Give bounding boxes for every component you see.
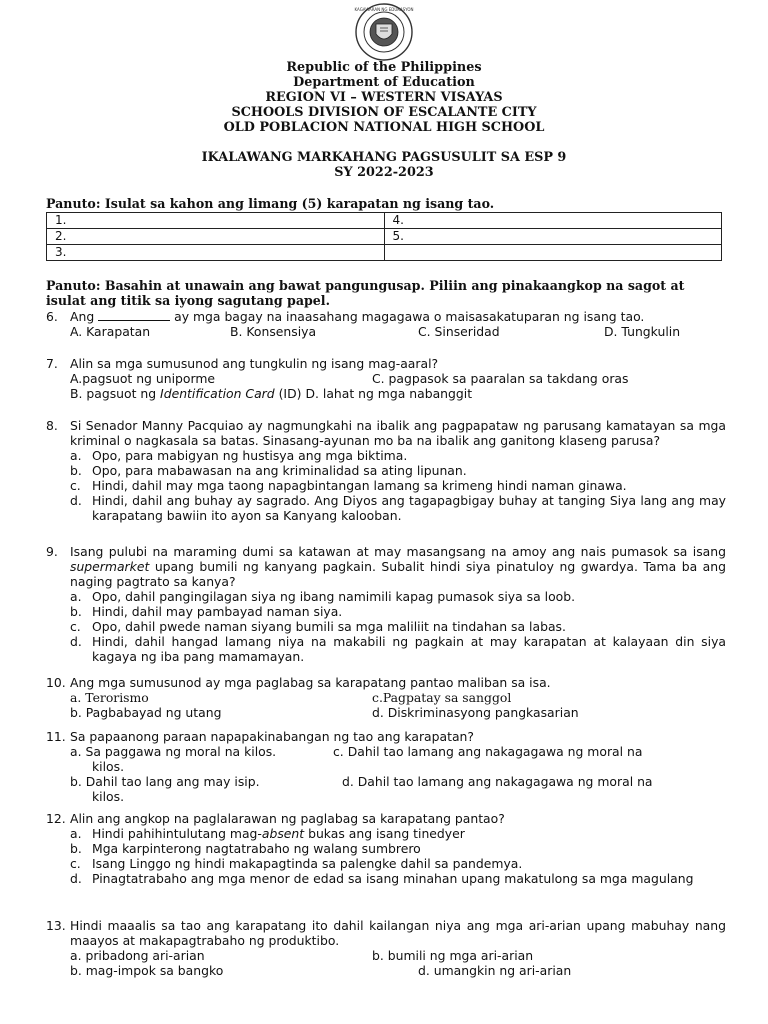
- option-c[interactable]: c. Dahil tao lamang ang nakagagawa ng moral na: [333, 744, 643, 759]
- question-7: [46, 356, 726, 401]
- option-text: (ID): [274, 386, 302, 401]
- stem-part: Isang pulubi na maraming dumi sa katawan at may masangsang na amoy ang nais pumasok sa isang: [70, 544, 726, 559]
- answer-cell-empty[interactable]: [384, 245, 722, 261]
- options-row: [70, 705, 726, 720]
- answer-cell-5[interactable]: 5.: [384, 229, 722, 245]
- options-row: [70, 744, 726, 759]
- option-c[interactable]: b. mag-impok sa bangko: [70, 963, 224, 978]
- option-b[interactable]: [70, 604, 726, 619]
- option-letter: b.: [70, 463, 82, 478]
- stem-part: upang bumili ng kanyang pagkain. Subalit hindi siya pinatuloy ng gwardya. Tama ba ang naging pagtrato sa kanya?: [70, 559, 726, 589]
- option-letter: c.: [70, 478, 81, 493]
- option-text-italic: absent: [261, 826, 305, 841]
- option-a-continuation: kilos.: [92, 759, 125, 774]
- deped-seal-logo: [348, 2, 420, 62]
- question-stem: [70, 309, 726, 324]
- question-13: [46, 918, 726, 978]
- question-11: [46, 729, 726, 804]
- option-d[interactable]: d. umangkin ng ari-arian: [418, 963, 572, 978]
- school-year: SY 2022-2023: [334, 165, 434, 180]
- header-line-department: Department of Education: [293, 75, 475, 90]
- options-row: [70, 371, 726, 386]
- option-letter: c.: [70, 856, 81, 871]
- question-9: [46, 544, 726, 664]
- question-stem: Hindi maaalis sa tao ang karapatang ito dahil kailangan niya ang mga ari-arian upang mabuhay nang maayos at makapagtrabaho ng produktibo.: [70, 918, 726, 948]
- option-letter: a.: [70, 448, 82, 463]
- option-text: Opo, para mabawasan na ang kriminalidad sa ating lipunan.: [92, 463, 467, 478]
- question-6: [46, 309, 726, 339]
- option-a[interactable]: A. Karapatan: [70, 324, 151, 339]
- option-text-italic: Identification Card: [160, 386, 275, 401]
- svg-text:KAGAWARAN NG EDUKASYON: KAGAWARAN NG EDUKASYON: [354, 7, 414, 12]
- option-a[interactable]: [70, 826, 726, 841]
- question-number: 6.: [46, 309, 58, 324]
- question-number: 13.: [46, 918, 66, 933]
- option-letter: d.: [70, 634, 82, 649]
- question-stem: [70, 544, 726, 589]
- exam-title: [0, 150, 768, 180]
- option-letter: a.: [70, 826, 82, 841]
- exam-title-line: IKALAWANG MARKAHANG PAGSUSULIT SA ESP 9: [201, 150, 567, 165]
- question-stem: Si Senador Manny Pacquiao ay nagmungkahi na ibalik ang pagpapataw ng parusang kamatayan sa mga kriminal o nagkasala sa batas. Sinasang-ayunan mo ba na ibalik ang ganitong klaseng parusa?: [70, 418, 726, 448]
- option-d[interactable]: [70, 871, 726, 886]
- fill-in-blank: [98, 309, 170, 321]
- option-text: Pinagtatrabaho ang mga menor de edad sa isang minahan upang makatulong sa mga magulang: [92, 871, 694, 886]
- question-number: 8.: [46, 418, 58, 433]
- option-b[interactable]: B. Konsensiya: [230, 324, 317, 339]
- option-letter: a.: [70, 589, 82, 604]
- options-row: [70, 324, 726, 339]
- question-12: [46, 811, 726, 886]
- option-letter: d.: [70, 871, 82, 886]
- option-letter: d.: [70, 493, 82, 508]
- question-stem: Sa papaanong paraan napapakinabangan ng tao ang karapatan?: [70, 729, 474, 744]
- question-number: 7.: [46, 356, 58, 371]
- rights-answer-table: [46, 212, 722, 261]
- option-text-part: Hindi pahihintulutang mag-: [92, 826, 262, 841]
- option-a[interactable]: A.pagsuot ng uniporme: [70, 371, 216, 386]
- option-d[interactable]: [70, 493, 726, 523]
- question-number: 10.: [46, 675, 66, 690]
- question-stem: Ang mga sumusunod ay mga paglabag sa karapatang pantao maliban sa isa.: [70, 675, 551, 690]
- option-text-part: bukas ang isang tinedyer: [304, 826, 465, 841]
- stem-italic: supermarket: [70, 559, 150, 574]
- header-line-division: SCHOOLS DIVISION OF ESCALANTE CITY: [231, 105, 537, 120]
- school-header: [0, 60, 768, 135]
- option-text: Opo, para mabigyan ng hustisya ang mga biktima.: [92, 448, 408, 463]
- stem-part: Ang: [70, 309, 95, 324]
- options-row: [70, 963, 726, 978]
- option-c[interactable]: c.Pagpatay sa sanggol: [372, 690, 512, 705]
- option-d[interactable]: d. Diskriminasyong pangkasarian: [372, 705, 579, 720]
- stem-part: ay mga bagay na inaasahang magagawa o maisasakatuparan ng isang tao.: [174, 309, 645, 324]
- option-text: Opo, dahil pangingilagan siya ng ibang namimili kapag pumasok siya sa loob.: [92, 589, 576, 604]
- option-b[interactable]: [70, 463, 726, 478]
- option-d[interactable]: d. Dahil tao lamang ang nakagagawa ng moral na: [342, 774, 653, 789]
- part1-instruction: Panuto: Isulat sa kahon ang limang (5) karapatan ng isang tao.: [46, 196, 495, 211]
- question-stem: Alin ang angkop na paglalarawan ng paglabag sa karapatang pantao?: [70, 811, 505, 826]
- option-text: [92, 826, 726, 841]
- option-c[interactable]: [70, 856, 726, 871]
- option-letter: b.: [70, 604, 82, 619]
- question-number: 9.: [46, 544, 58, 559]
- question-number: 11.: [46, 729, 66, 744]
- option-text: Hindi, dahil ang buhay ay sagrado. Ang Diyos ang tagapagbigay buhay at tanging Siya lang ang may karapatang bawiin ito ayon sa Kanyang kalooban.: [92, 493, 726, 523]
- option-text: B. pagsuot ng: [70, 386, 161, 401]
- option-a[interactable]: a. Terorismo: [70, 690, 149, 705]
- question-number: 12.: [46, 811, 66, 826]
- option-text: Isang Linggo ng hindi makapagtinda sa palengke dahil sa pandemya.: [92, 856, 523, 871]
- part2-instruction: Panuto: Basahin at unawain ang bawat pangungusap. Piliin ang pinakaangkop na sagot at isulat ang titik sa iyong sagutang papel.: [46, 278, 685, 308]
- option-c[interactable]: C. Sinseridad: [418, 324, 500, 339]
- option-a[interactable]: a. pribadong ari-arian: [70, 948, 205, 963]
- header-line-school: OLD POBLACION NATIONAL HIGH SCHOOL: [223, 120, 545, 135]
- option-text: Mga karpinterong nagtatrabaho ng walang sumbrero: [92, 841, 421, 856]
- option-b[interactable]: b. bumili ng mga ari-arian: [372, 948, 534, 963]
- header-line-country: Republic of the Philippines: [286, 60, 482, 75]
- question-stem: Alin sa mga sumusunod ang tungkulin ng isang mag-aaral?: [70, 356, 439, 371]
- question-8: [46, 418, 726, 523]
- option-letter: b.: [70, 841, 82, 856]
- option-c[interactable]: [70, 478, 726, 493]
- option-text: Hindi, dahil may pambayad naman siya.: [92, 604, 343, 619]
- options-row: [70, 690, 726, 705]
- options-row: [70, 386, 726, 401]
- option-text: Opo, dahil pwede naman siyang bumili sa mga maliliit na tindahan sa labas.: [92, 619, 566, 634]
- option-a[interactable]: [70, 589, 726, 604]
- answer-cell-3[interactable]: 3.: [47, 245, 385, 261]
- option-text: Hindi, dahil hangad lamang niya na makabili ng pagkain at may karapatan at kalayaan din siya kagaya ng iba pang mamamayan.: [92, 634, 726, 664]
- option-d[interactable]: D. lahat ng mga nabanggit: [305, 386, 473, 401]
- answer-cell-1[interactable]: 1.: [47, 213, 385, 229]
- option-c[interactable]: C. pagpasok sa paaralan sa takdang oras: [372, 371, 629, 386]
- option-b[interactable]: b. Dahil tao lang ang may isip.: [70, 774, 260, 789]
- option-c[interactable]: [70, 619, 726, 634]
- option-d[interactable]: [70, 634, 726, 664]
- question-10: [46, 675, 726, 720]
- option-d[interactable]: D. Tungkulin: [604, 324, 681, 339]
- option-b[interactable]: b. Pagbabayad ng utang: [70, 705, 222, 720]
- option-b[interactable]: [70, 386, 301, 401]
- option-b-continuation: kilos.: [92, 789, 125, 804]
- answer-cell-2[interactable]: 2.: [47, 229, 385, 245]
- option-a[interactable]: a. Sa paggawa ng moral na kilos.: [70, 744, 277, 759]
- answer-cell-4[interactable]: 4.: [384, 213, 722, 229]
- options-row: [70, 948, 726, 963]
- option-b[interactable]: [70, 841, 726, 856]
- header-line-region: REGION VI – WESTERN VISAYAS: [265, 90, 503, 105]
- option-letter: c.: [70, 619, 81, 634]
- options-row: [70, 774, 726, 789]
- option-a[interactable]: [70, 448, 726, 463]
- option-text: Hindi, dahil may mga taong napagbintangan lamang sa krimeng hindi naman ginawa.: [92, 478, 627, 493]
